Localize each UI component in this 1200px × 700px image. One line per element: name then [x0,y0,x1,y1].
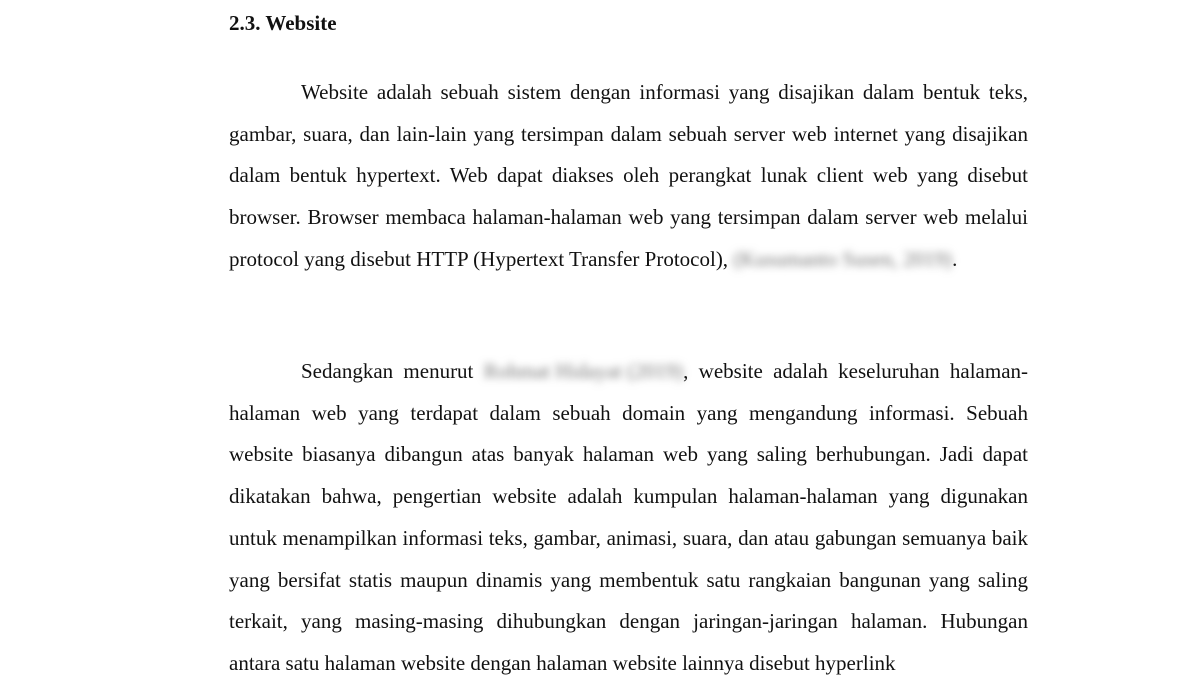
redacted-citation-1: (Kusumanto Susen, 2019) [733,246,953,271]
paragraph-2-start: Sedangkan menurut [301,359,474,383]
section-heading: 2.3. Website [229,11,337,35]
paragraph-website-definition [229,72,1028,281]
paragraph-website-opinion [229,351,1028,685]
redacted-citation-2: Rohmat Hidayat (2019) [483,359,684,383]
paragraph-1-end: . [952,246,958,271]
paragraph-1-text: Website adalah sebuah sistem dengan informasi yang disajikan dalam bentuk teks, gambar, suara, dan lain-lain yang tersimpan dalam sebuah server web internet yang disajikan dalam bentuk hypertext. Web dapat diakses oleh perangkat lunak client web yang disebut browser. Browser membaca halaman-halaman web yang tersimpan dalam server web melalui protocol yang disebut HTTP (Hypertext Transfer Protocol), [229,80,1028,271]
paragraph-2-text: , website adalah keseluruhan halaman-halaman web yang terdapat dalam sebuah domain yang mengandung informasi. Sebuah website biasanya dibangun atas banyak halaman web yang saling berhubungan. Jadi dapat dikatakan bahwa, pengertian website adalah kumpulan halaman-halaman yang digunakan untuk menampilkan informasi teks, gambar, animasi, suara, dan atau gabungan semuanya baik yang bersifat statis maupun dinamis yang membentuk satu rangkaian bangunan yang saling terkait, yang masing-masing dihubungkan dengan jaringan-jaringan halaman. Hubungan antara satu halaman website dengan halaman website lainnya disebut hyperlink [229,359,1029,675]
